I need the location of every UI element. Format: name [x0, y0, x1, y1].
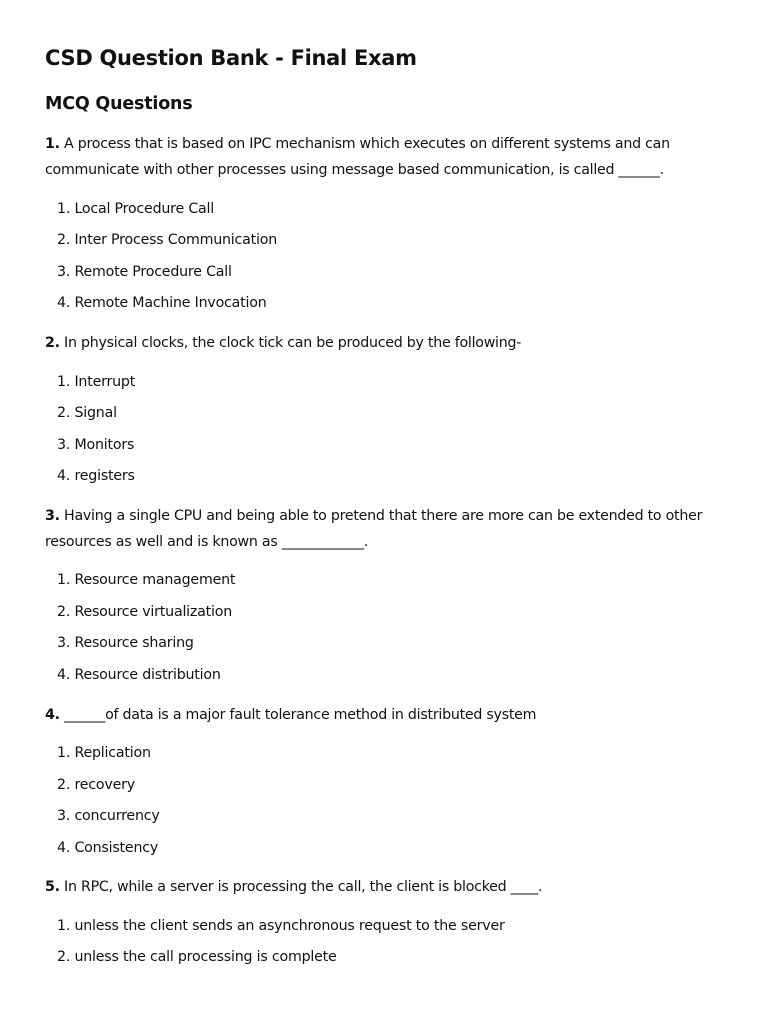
option-item: 2. unless the call processing is complete	[57, 949, 337, 965]
option-item: 3. Resource sharing	[57, 635, 194, 651]
question-3	[45, 503, 735, 555]
option-item: 2. recovery	[57, 777, 135, 793]
option-item: 2. Inter Process Communication	[57, 232, 278, 248]
option-item: 1. Interrupt	[57, 374, 136, 390]
question-text: Having a single CPU and being able to pretend that there are more can be extended to other resources as well and is known as ____________.	[45, 508, 703, 550]
question-2	[45, 330, 735, 356]
option-item: 3. concurrency	[57, 808, 160, 824]
question-text: In physical clocks, the clock tick can be produced by the following-	[64, 335, 522, 351]
option-item: 4. Consistency	[57, 840, 159, 856]
option-item: 1. Local Procedure Call	[57, 201, 215, 217]
question-text: A process that is based on IPC mechanism which executes on different systems and can communicate with other processes using message based communication, is called ______.	[45, 136, 670, 178]
question-number: 3.	[45, 508, 60, 524]
question-1	[45, 131, 735, 183]
question-5	[45, 874, 735, 900]
option-item: 2. Signal	[57, 405, 117, 421]
question-text: In RPC, while a server is processing the call, the client is blocked ____.	[64, 879, 543, 895]
question-text: ______of data is a major fault tolerance method in distributed system	[64, 707, 537, 723]
option-item: 1. Resource management	[57, 572, 236, 588]
question-4	[45, 702, 735, 728]
option-item: 2. Resource virtualization	[57, 604, 233, 620]
question-number: 4.	[45, 707, 60, 723]
option-item: 3. Remote Procedure Call	[57, 264, 232, 280]
section-heading: MCQ Questions	[45, 94, 193, 114]
option-item: 1. Replication	[57, 745, 151, 761]
question-number: 1.	[45, 136, 60, 152]
question-number: 2.	[45, 335, 60, 351]
question-number: 5.	[45, 879, 60, 895]
option-item: 1. unless the client sends an asynchronous request to the server	[57, 918, 505, 934]
option-item: 3. Monitors	[57, 437, 135, 453]
option-item: 4. Resource distribution	[57, 667, 221, 683]
document-title: CSD Question Bank - Final Exam	[45, 46, 417, 70]
option-item: 4. Remote Machine Invocation	[57, 295, 267, 311]
option-item: 4. registers	[57, 468, 135, 484]
